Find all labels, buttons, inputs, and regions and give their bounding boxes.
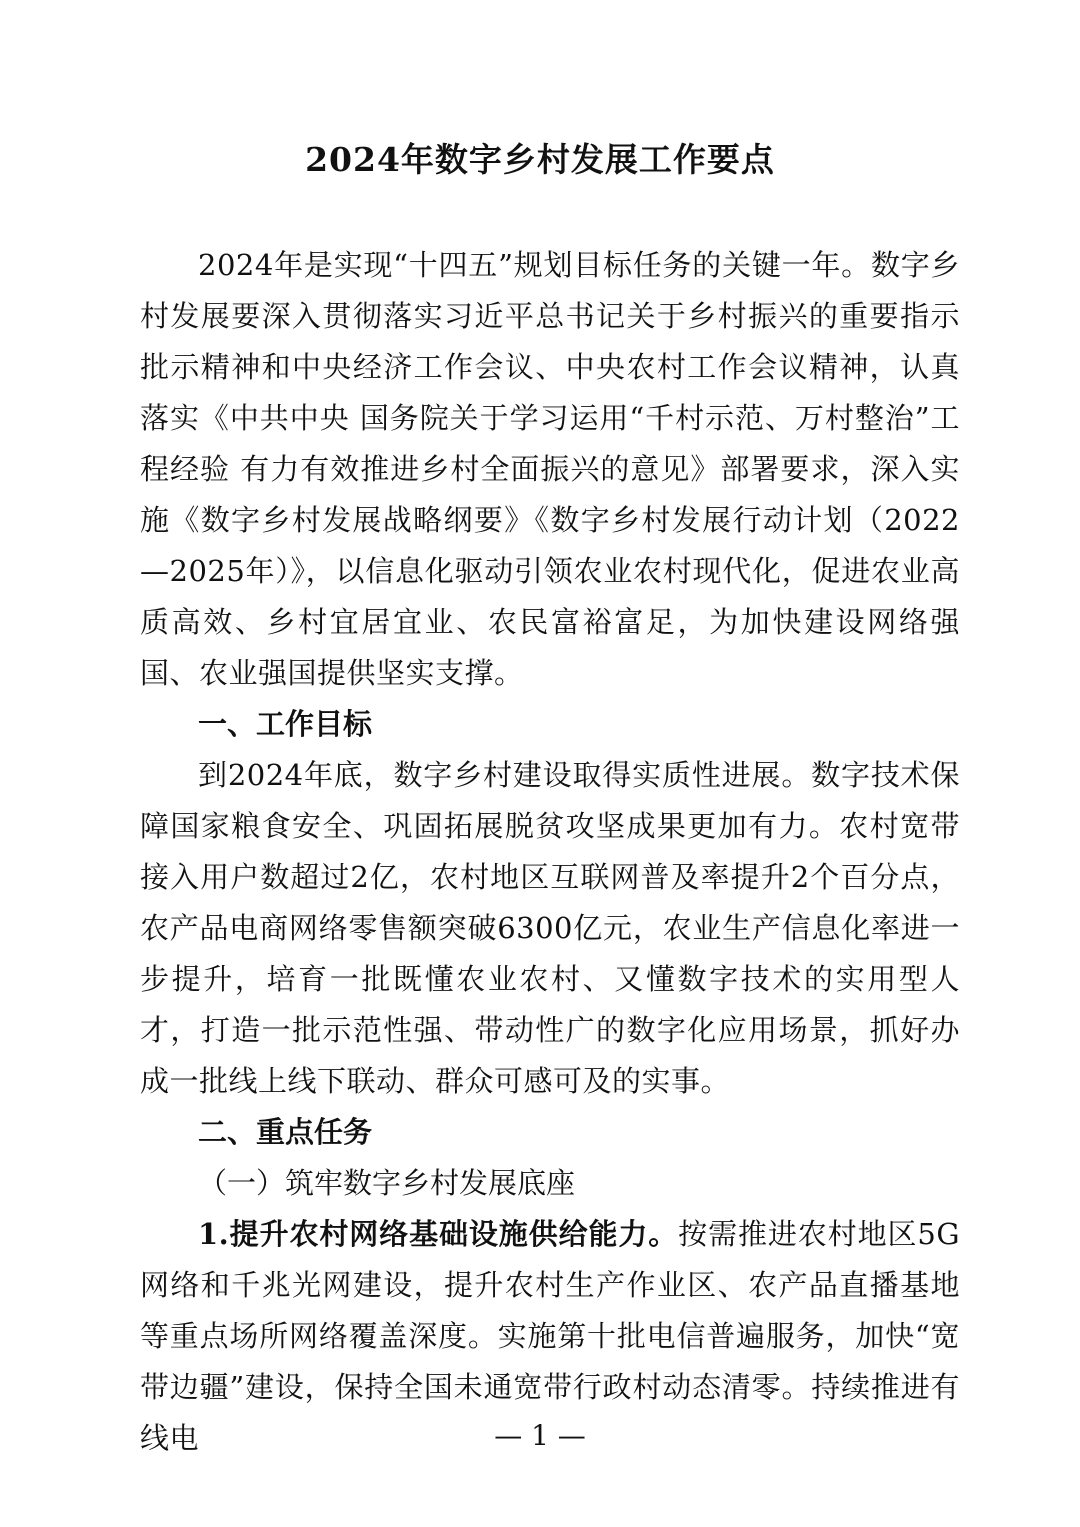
document-title: 2024年数字乡村发展工作要点 — [305, 140, 775, 179]
section-heading-tasks: 二、重点任务 — [198, 1115, 373, 1149]
section-heading-goals: 一、工作目标 — [198, 707, 373, 741]
document-body — [140, 240, 960, 1464]
intro-paragraph: 2024年是实现“十四五”规划目标任务的关键一年。数字乡村发展要深入贯彻落实习近平总书记关于乡村振兴的重要指示批示精神和中央经济工作会议、中央农村工作会议精神，认真落实《中共中央 国务院关于学习运用“千村示范、万村整治”工程经验 有力有效推进乡村全面振兴的意见》部署要求，深入实施《数字乡村发展战略纲要》《数字乡村发展行动计划（2022—2025年）》，以信息化驱动引领农业农村现代化，促进农业高质高效、乡村宜居宜业、农民富裕富足，为加快建设网络强国、农业强国提供坚实支撑。 — [140, 248, 960, 690]
subsection-heading-foundation: （一）筑牢数字乡村发展底座 — [198, 1166, 576, 1200]
item-1-text: 按需推进农村地区5G网络和千兆光网建设，提升农村生产作业区、农产品直播基地等重点场所网络覆盖深度。实施第十批电信普遍服务，加快“宽带边疆”建设，保持全国未通宽带行政村动态清零。持续推进有线电 — [140, 1217, 960, 1455]
page-number: — 1 — — [494, 1419, 586, 1452]
item-1-lead: 1.提升农村网络基础设施供给能力。 — [198, 1217, 679, 1251]
goals-paragraph: 到2024年底，数字乡村建设取得实质性进展。数字技术保障国家粮食安全、巩固拓展脱贫攻坚成果更加有力。农村宽带接入用户数超过2亿，农村地区互联网普及率提升2个百分点，农产品电商网络零售额突破6300亿元，农业生产信息化率进一步提升，培育一批既懂农业农村、又懂数字技术的实用型人才，打造一批示范性强、带动性广的数字化应用场景，抓好办成一批线上线下联动、群众可感可及的实事。 — [140, 758, 960, 1098]
